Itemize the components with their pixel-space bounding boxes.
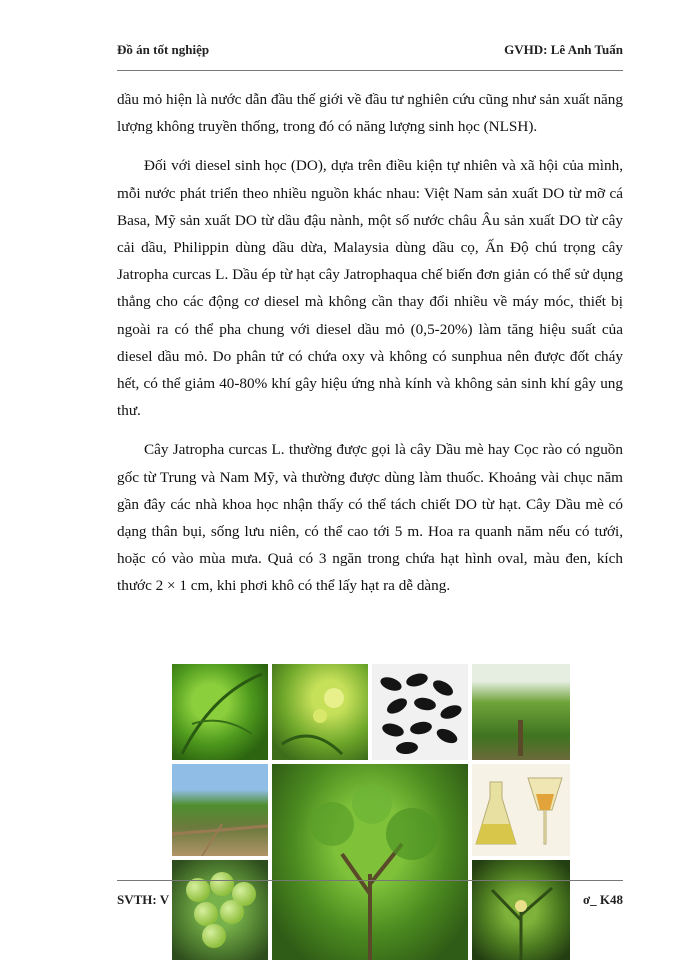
- tree-photo: [472, 664, 570, 760]
- footer-student: SVTH: V: [117, 892, 170, 907]
- page-footer: [117, 884, 623, 920]
- body-text: [117, 86, 623, 612]
- bush-photo: [272, 764, 468, 960]
- paragraph-1: dầu mỏ hiện là nước dẫn đầu thế giới về đầu tư nghiên cứu cũng như sản xuất năng lượng không truyền thống, trong đó có năng lượng sinh học (NLSH).: [117, 91, 623, 136]
- header-title: Đồ án tốt nghiệp: [117, 42, 210, 57]
- paragraph-3: Cây Jatropha curcas L. thường được gọi là cây Dầu mè hay Cọc rào có nguồn gốc từ Trung và Nam Mỹ, và thường được dùng làm thuốc. Khoảng vài chục năm gần đây các nhà khoa học nhận thấy có thể tách chiết DO từ hạt. Cây Dầu mè có dạng thân bụi, sống lưu niên, có thể cao tới 5 m. Hoa ra quanh năm nếu có tưới, hoặc có vào mùa mưa. Quả có 3 ngăn trong chứa hạt hình oval, màu đen, kích thước 2 × 1 cm, khi phơi khô có thể lấy hạt ra dễ dàng.: [117, 441, 623, 595]
- paragraph-2: Đối với diesel sinh học (DO), dựa trên điều kiện tự nhiên và xã hội của mình, mỗi nước phát triển theo nhiều nguồn khác nhau: Việt Nam sản xuất DO từ mỡ cá Basa, Mỹ sản xuất DO từ dầu đậu nành, một số nước châu Âu sản xuất DO từ cây cải dầu, Philippin dùng dầu dừa, Malaysia dùng dầu cọ, Ấn Độ chú trọng cây Jatropha curcas L. Dầu ép từ hạt cây Jatrophaqua chế biến đơn giản có thể sử dụng thẳng cho các động cơ diesel mà không cần thay đổi nhiều về máy móc, thiết bị ngoài ra có thể pha chung với diesel dầu mỏ (0,5-20%) làm tăng hiệu suất của diesel dầu mỏ. Do phân tử có chứa oxy và không có sunphua nên được đốt cháy hết, có thể giảm 40-80% khí gây hiệu ứng nhà kính và không sản sinh khí gây ung thư.: [117, 157, 623, 420]
- oil-flask-photo: [472, 764, 570, 856]
- flower-photo: [272, 664, 368, 760]
- page-header: [117, 38, 623, 64]
- leaf-photo: [172, 664, 268, 760]
- seed-photo: [372, 664, 468, 760]
- plantation-photo: [172, 764, 268, 856]
- header-advisor: GVHD: Lê Anh Tuấn: [504, 42, 623, 57]
- footer-divider: [117, 880, 623, 881]
- header-divider: [117, 70, 623, 71]
- footer-class: ơ_ K48: [582, 892, 623, 907]
